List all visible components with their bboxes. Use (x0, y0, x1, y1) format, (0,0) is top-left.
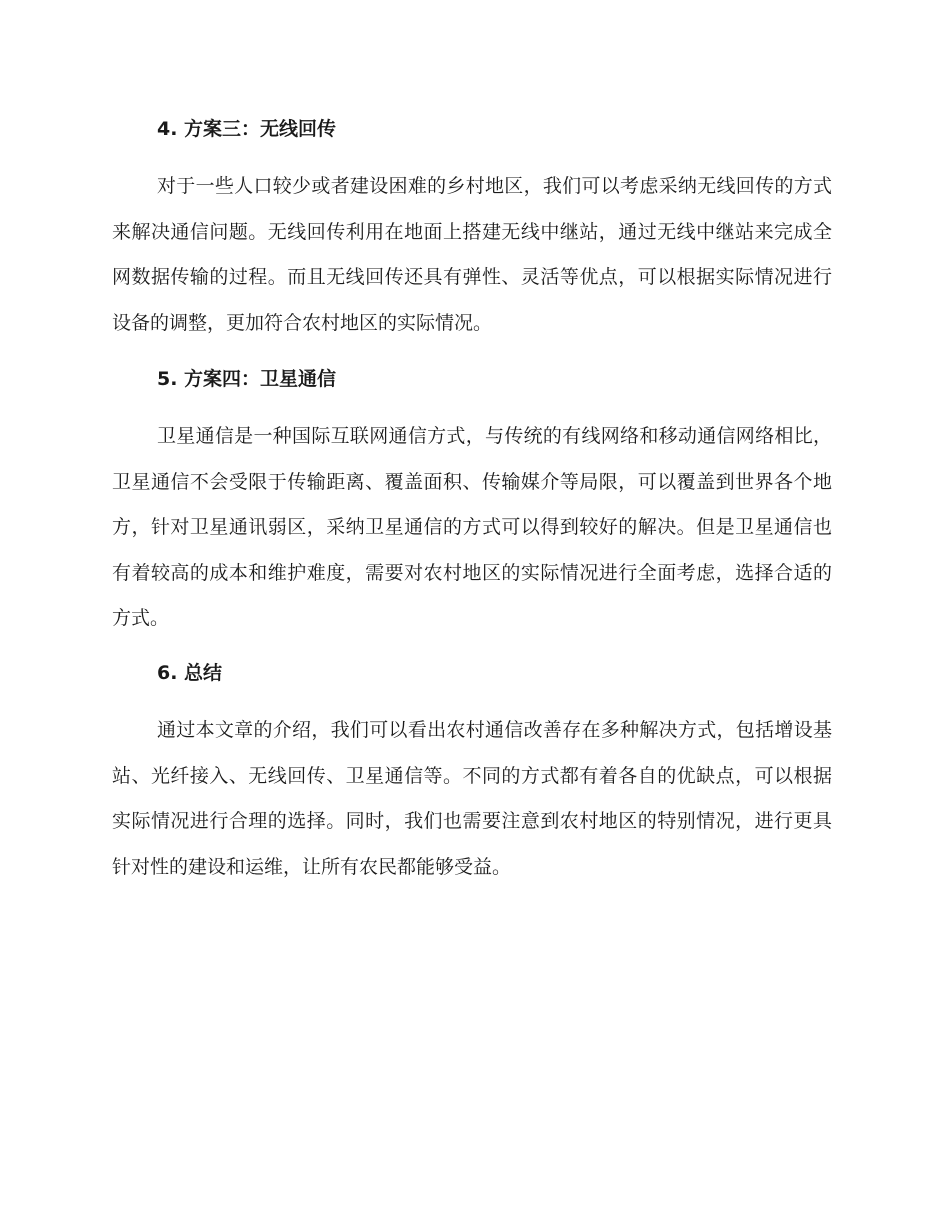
section-heading-satellite: 5. 方案四：卫星通信 (157, 368, 337, 390)
section-heading-summary: 6. 总结 (157, 662, 223, 684)
section-paragraph-satellite: 卫星通信是一种国际互联网通信方式，与传统的有线网络和移动通信网络相比，卫星通信不会受限于传输距离、覆盖面积、传输媒介等局限，可以覆盖到世界各个地方，针对卫星通讯弱区，采纳卫星通信的方式可以得到较好的解决。但是卫星通信也有着较高的成本和维护难度，需要对农村地区的实际情况进行全面考虑，选择合适的方式。 (112, 425, 832, 630)
section-paragraph-summary: 通过本文章的介绍，我们可以看出农村通信改善存在多种解决方式，包括增设基站、光纤接入、无线回传、卫星通信等。不同的方式都有着各自的优缺点，可以根据实际情况进行合理的选择。同时，我们也需要注意到农村地区的特别情况，进行更具针对性的建设和运维，让所有农民都能够受益。 (112, 719, 832, 878)
section-paragraph-wireless-backhaul: 对于一些人口较少或者建设困难的乡村地区，我们可以考虑采纳无线回传的方式来解决通信问题。无线回传利用在地面上搭建无线中继站，通过无线中继站来完成全网数据传输的过程。而且无线回传还具有弹性、灵活等优点，可以根据实际情况进行设备的调整，更加符合农村地区的实际情况。 (112, 175, 832, 334)
section-heading-wireless-backhaul: 4. 方案三：无线回传 (157, 118, 337, 140)
